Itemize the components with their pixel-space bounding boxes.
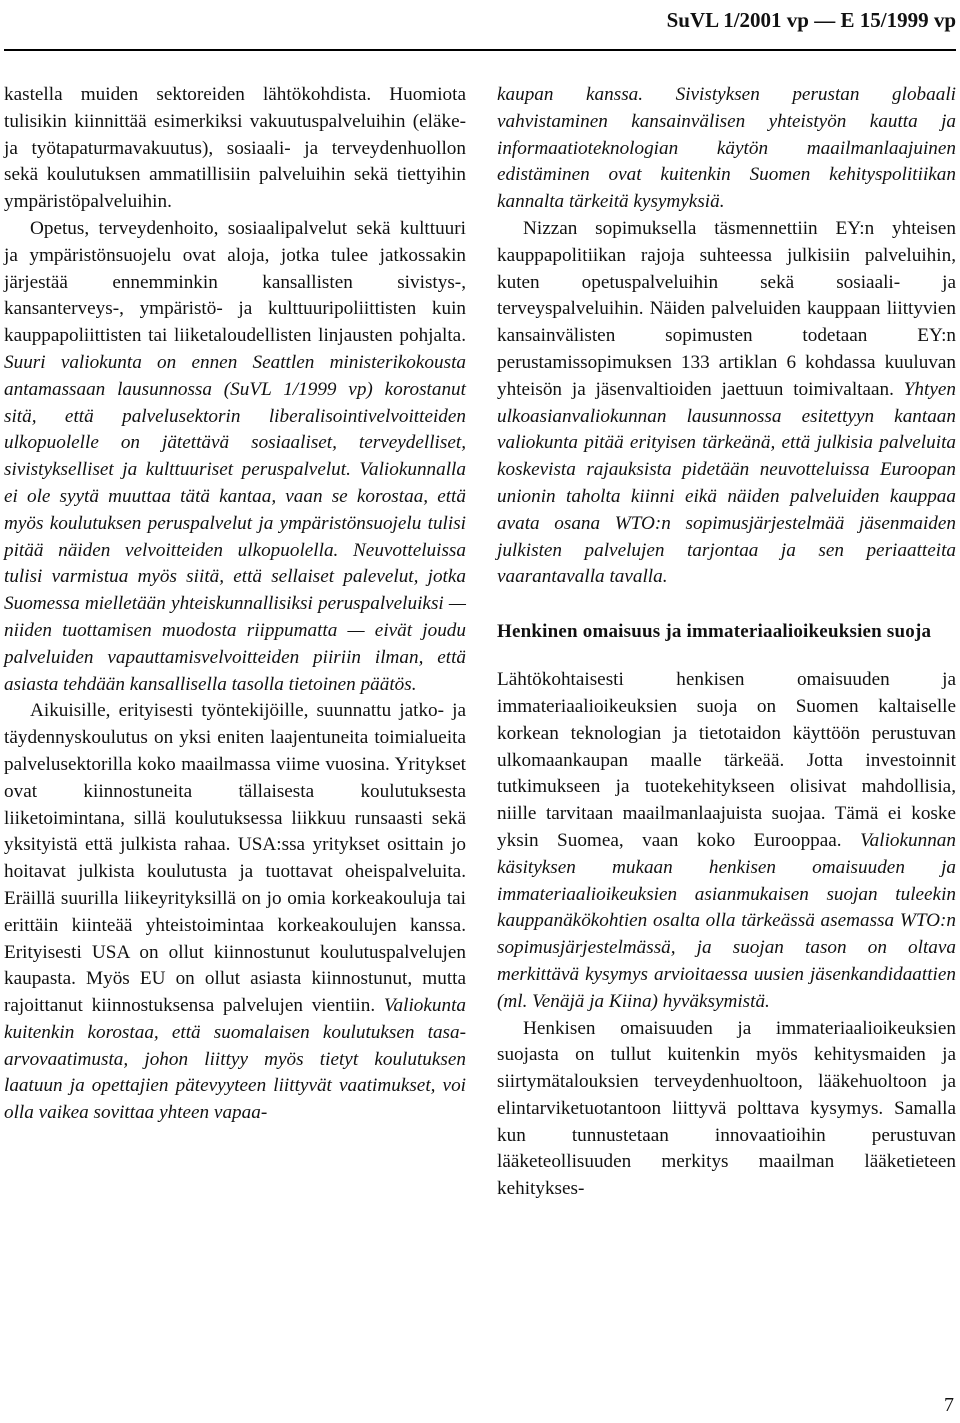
italic-text-run: kaupan kanssa. Sivistyksen perustan globaali vahvistaminen kansainvälisen yhteistyön kautta ja informaatioteknologian käytön maailmanlaajuinen edistäminen ovat kuitenkin Suomen kehityspolitiikan kannalta tärkeitä kysymyksiä. <box>497 84 956 213</box>
right-column-intro <box>497 82 956 591</box>
paragraph <box>497 82 956 216</box>
paragraph <box>4 216 466 698</box>
text-run: kastella muiden sektoreiden lähtökohdista. Huomiota tulisikin kiinnittää esimerkiksi vakuutuspalveluihin (eläke- ja työtapaturmavakuutus), sosiaali- ja terveydenhuollon sekä koulutuksen ammatillisiin palveluihin sekä tiettyihin ympäristöpalveluihin. <box>4 84 466 213</box>
italic-text-run: Yhtyen ulkoasianvaliokunnan lausunnossa esitettyyn kantaan valiokunta pitää erityisen tärkeänä, että julkisia palveluita koskevista rajauksista pidetään neuvotteluissa Euroopan unionin taholta kiinni eikä näiden palveluiden kauppaa avata osana WTO:n sopimusjärjestelmää jäsenmaiden julkisten palvelujen tarjontaa ja sen periaatteita vaarantavalla tavalla. <box>497 378 956 588</box>
header-rule <box>4 49 956 51</box>
text-run: Henkisen omaisuuden ja immateriaalioikeuksien suojasta on tullut kuitenkin myös kehitysmaiden ja siirtymätalouksien terveydenhuoltoon, lääkehuoltoon ja elintarviketuotantoon liittyvä polttava kysymys. Samalla kun tunnustetaan innovaatioihin perustuvan lääketeollisuuden merkitys maailman lääketieteen kehitykses- <box>497 1017 956 1200</box>
right-column <box>497 82 956 1203</box>
right-column-section-body <box>497 667 956 1203</box>
paragraph <box>497 667 956 1015</box>
italic-text-run: Suuri valiokunta on ennen Seattlen ministerikokousta antamassaan lausunnossa (SuVL 1/1999 vp) korostanut sitä, että palvelusektorin liberalisointivelvoitteiden ulkopuolelle on jätettävä sosiaaliset, terveydelliset, sivistykselliset ja kulttuuriset peruspalvelut. Valiokunnalla ei ole syytä muuttaa tätä kantaa, vaan se korostaa, että myös koulutuksen peruspalvelut ja ympäristönsuojelu tulisi pitää näiden velvoitteiden ulkopuolella. Neuvotteluissa tulisi varmistua myös siitä, että sellaiset palevelut, jotka Suomessa mielletään yhteiskunnallisiksi peruspalveluiksi — niiden tuottamisen muodosta riippumatta — eivät joudu palveluiden vapauttamisvelvoitteiden piiriin ilman, että asiasta tehdään kansallisella tasolla tietoinen päätös. <box>4 351 466 695</box>
paragraph <box>497 1016 956 1204</box>
text-run: Lähtökohtaisesti henkisen omaisuuden ja immateriaalioikeuksien suoja on Suomen kaltaiselle korkean teknologian ja tietotaidon käyttöön perustuvan ulkomaankaupan maalle tärkeää. Jotta investoinnit tutkimukseen ja tuotekehitykseen olisivat mahdollisia, niille tarvitaan maailmanlaajuista suojaa. Tämä ei koske yksin Suomea, vaan koko Eurooppaa. <box>497 669 956 851</box>
left-column <box>4 82 466 1127</box>
text-run: Aikuisille, erityisesti työntekijöille, suunnattu jatko- ja täydennyskoulutus on yksi eniten laajentuneita toimialueita palvelusektorilla koko maailmassa viime vuosina. Yritykset ovat kiinnostuneita tällaisesta koulutuksesta liiketoimintana, sillä koulutuksessa liikkuu runsaasti sekä yksityistä että julkista rahaa. USA:ssa yritykset osittain jo hoitavat julkista koulutusta ja tuottavat oheispalveluita. Eräillä suurilla liikeyrityksillä on jo omia korkeakouluja tai erittäin kiinteää yhteistoimintaa korkeakoulujen kanssa. Erityisesti USA on ollut kiinnostunut koulutuspalvelujen kaupasta. Myös EU on ollut asiasta kiinnostunut, mutta rajoittanut kiinnostuksensa palvelujen vientiin. <box>4 700 466 1017</box>
italic-text-run: Valiokunta kuitenkin korostaa, että suomalaisen koulutuksen tasa-arvovaatimusta, johon liittyy myös tietyt koulutuksen laatuun ja opettajien pätevyyteen liittyvät vaatimukset, voi olla vaikea sovittaa yhteen vapaa- <box>4 995 466 1124</box>
text-run: Opetus, terveydenhoito, sosiaalipalvelut sekä kulttuuri ja ympäristönsuojelu ovat aloja, jotka tulee jatkossakin järjestää ennemminkin kansallisten sivistys-, kansanterveys-, ympäristö- ja kulttuuripoliittisten kuin kauppapoliittisten tai liiketaloudellisten linjausten pohjalta. <box>4 217 466 347</box>
italic-text-run: Valiokunnan käsityksen mukaan henkisen omaisuuden ja immateriaalioikeuksien asianmukaisen suojan tuleekin kauppanäkökohtien osalta olla tärkeässä asemassa WTO:n sopimusjärjestelmässä, ja suojan tason on oltava merkittävä kysymys arvioitaessa uusien jäsenkandidaattien (ml. Venäjä ja Kiina) hyväksymistä. <box>497 829 956 1012</box>
running-header: SuVL 1/2001 vp — E 15/1999 vp <box>666 8 956 32</box>
paragraph <box>4 698 466 1127</box>
paragraph <box>497 216 956 591</box>
paragraph <box>4 82 466 216</box>
page-number: 7 <box>944 1394 954 1416</box>
text-run: Nizzan sopimuksella täsmennettiin EY:n yhteisen kauppapolitiikan rajoja suhteessa julkisiin palveluihin, kuten opetuspalveluihin sekä sosiaali- ja terveyspalveluihin. Näiden palveluiden kauppaan liittyvien kansainvälisten sopimusten todetaan EY:n perustamissopimuksen 133 artiklan 6 kohdassa kuuluvan yhteisön ja jäsenvaltioiden jaettuun toimivaltaan. <box>497 217 956 400</box>
section-heading: Henkinen omaisuus ja immateriaalioikeuksien suoja <box>497 621 932 643</box>
